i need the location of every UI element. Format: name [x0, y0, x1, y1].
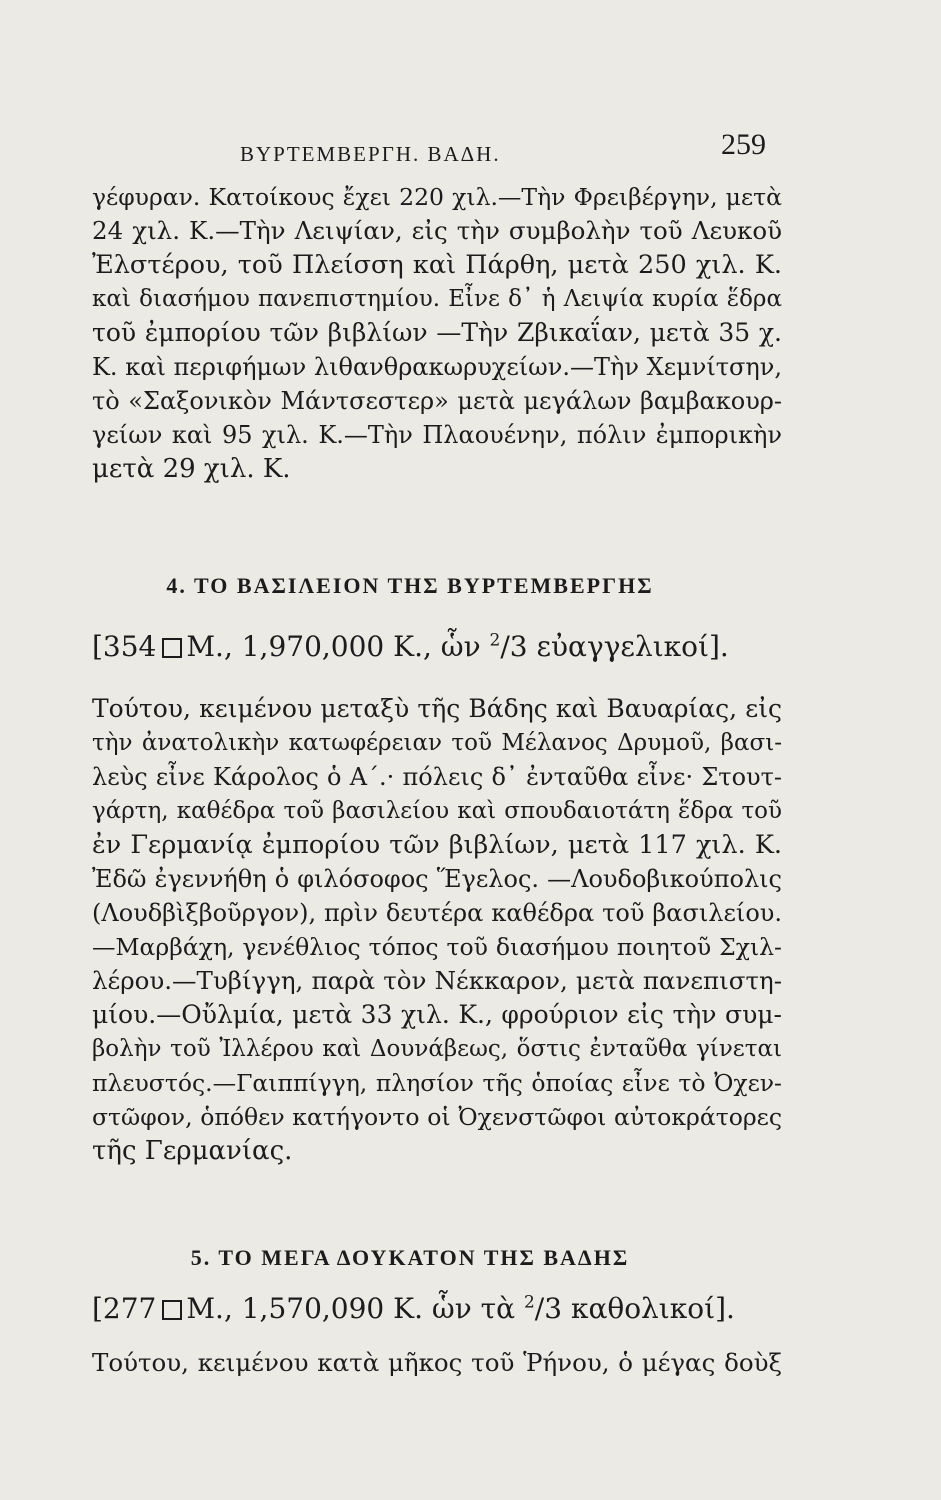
stats-religion: καθολικοί]. — [570, 1292, 735, 1325]
stats-population: Μ., 1,570,090 Κ. ὧν τὰ — [186, 1292, 516, 1325]
section-4-title: 4. ΤΟ ΒΑΣΙΛΕΙΟΝ ΤΗΣ ΒΥΡΤΕΜΒΕΡΓΗΣ — [166, 573, 654, 598]
paragraph-2 — [92, 692, 782, 1168]
text-line: μίου.—Οὔλμία, μετὰ 33 χιλ. Κ., φρούριον εἰς τὴν συμ- — [92, 1000, 782, 1029]
text-line: τῆς Γερμανίας. — [92, 1136, 293, 1166]
fraction-numerator: 2 — [489, 630, 501, 651]
text-line: καὶ διασήμου πανεπιστημίου. Εἶνε δ᾽ ἡ Λειψία κυρία ἕδρα — [92, 286, 782, 312]
fraction-denominator: 3 — [509, 630, 528, 663]
section-4-stats: [354 Μ., 1,970,000 Κ., ὧν $^2$/3 εὐαγγελικοί]. — [92, 630, 729, 663]
text-line: Κ. καὶ περιφήμων λιθανθρακωρυχείων.—Τὴν Χεμνίτσην, — [92, 353, 782, 381]
paragraph-3 — [92, 1346, 782, 1380]
text-line: λεὺς εἶνε Κάρολος ὁ Α΄.· πόλεις δ᾽ ἐνταῦθα εἶνε· Στουτ- — [92, 763, 782, 791]
section-5-title: 5. ΤΟ ΜΕΓΑ ΔΟΥΚΑΤΟΝ ΤΗΣ ΒΑΔΗΣ — [190, 1245, 630, 1270]
text-line: τὸ «Σαξονικὸν Μάντσεστερ» μετὰ μεγάλων βαμβακουρ- — [92, 387, 782, 415]
text-line: πλευστός.—Γαιππίγγη, πλησίον τῆς ὁποίας εἶνε τὸ Ὀχεν- — [92, 1069, 782, 1097]
text-line: λέρου.—Τυβίγγη, παρὰ τὸν Νέκκαρον, μετὰ πανεπιστη- — [92, 966, 782, 995]
running-head: ΒΥΡΤΕΜΒΕΡΓΗ. ΒΑΔΗ. — [240, 142, 501, 166]
stats-area: [354 — [92, 630, 157, 663]
text-line: στῶφον, ὁπόθεν κατήγοντο οἱ Ὀχενστῶφοι αὐτοκράτορες — [92, 1103, 782, 1131]
text-line: ἐν Γερμανίᾳ ἐμπορίου τῶν βιβλίων, μετὰ 117 χιλ. Κ. — [92, 830, 782, 860]
text-line: Τούτου, κειμένου μεταξὺ τῆς Βάδης καὶ Βαυαρίας, εἰς — [92, 694, 782, 723]
fraction-numerator: 2 — [523, 1292, 535, 1313]
page-number: 259 — [721, 128, 766, 161]
paragraph-1 — [92, 180, 782, 486]
stats-population: Μ., 1,970,000 Κ., ὧν — [186, 630, 481, 663]
text-line: μετὰ 29 χιλ. Κ. — [92, 454, 291, 484]
text-line: —Μαρβάχη, γενέθλιος τόπος τοῦ διασήμου ποιητοῦ Σχιλ- — [92, 933, 782, 961]
square-icon — [162, 1300, 182, 1320]
square-icon — [162, 638, 182, 658]
text-line: τοῦ ἐμπορίου τῶν βιβλίων —Τὴν Ζβικαΐαν, μετὰ 35 χ. — [92, 318, 782, 347]
text-line: γείων καὶ 95 χιλ. Κ.—Τὴν Πλαουένην, πόλιν ἐμπορικὴν — [92, 421, 782, 449]
text-line: 24 χιλ. Κ.—Τὴν Λειψίαν, εἰς τὴν συμβολὴν τοῦ Λευκοῦ — [92, 216, 782, 245]
section-5-stats: [277 Μ., 1,570,090 Κ. ὧν τὰ $^2$/3 καθολικοί]. — [92, 1292, 735, 1325]
text-line: τὴν ἀνατολικὴν κατωφέρειαν τοῦ Μέλανος Δρυμοῦ, βασι- — [92, 730, 782, 756]
text-line: (Λουδβὶξβοῦργον), πρὶν δευτέρα καθέδρα τοῦ βασιλείου. — [92, 899, 782, 927]
fraction-denominator: 3 — [544, 1292, 563, 1325]
stats-religion: εὐαγγελικοί]. — [536, 630, 729, 663]
page-header — [240, 128, 766, 168]
text-line: Τούτου, κειμένου κατὰ μῆκος τοῦ Ῥήνου, ὁ μέγας δοὺξ — [92, 1348, 782, 1377]
text-line: Ἐλστέρου, τοῦ Πλείσση καὶ Πάρθη, μετὰ 250 χιλ. Κ. — [92, 250, 782, 280]
text-line: γάρτη, καθέδρα τοῦ βασιλείου καὶ σπουδαιοτάτη ἕδρα τοῦ — [92, 798, 782, 824]
text-line: βολὴν τοῦ Ἰλλέρου καὶ Δουνάβεως, ὅστις ἐνταῦθα γίνεται — [92, 1036, 782, 1062]
stats-area: [277 — [92, 1292, 157, 1325]
text-line: Ἐδῶ ἐγεννήθη ὁ φιλόσοφος Ἕγελος. —Λουδοβικούπολις — [92, 865, 782, 893]
text-line: γέφυραν. Κατοίκους ἔχει 220 χιλ.—Τὴν Φρειβέργην, μετὰ — [92, 183, 782, 211]
